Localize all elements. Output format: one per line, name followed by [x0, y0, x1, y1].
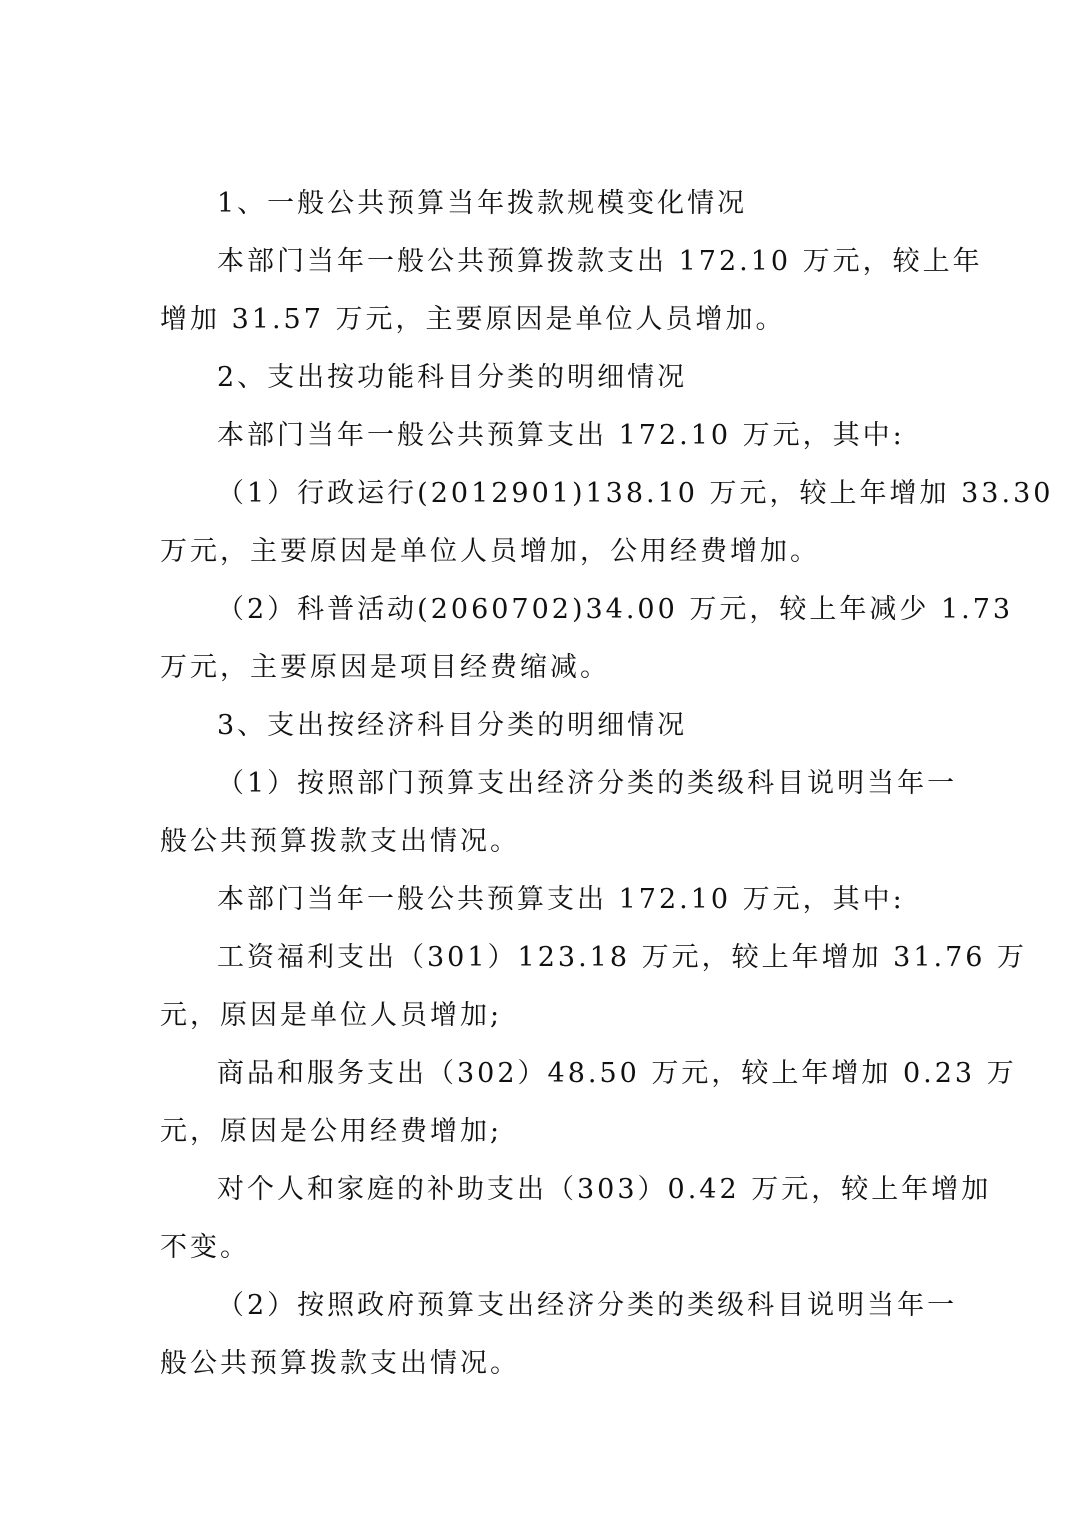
paragraph-line: 对个人和家庭的补助支出（303）0.42 万元，较上年增加 [217, 1174, 992, 1205]
paragraph-line: 般公共预算拨款支出情况。 [160, 826, 520, 857]
paragraph-line: （1）按照部门预算支出经济分类的类级科目说明当年一 [217, 768, 958, 799]
paragraph-line: （2）科普活动(2060702)34.00 万元，较上年减少 1.73 [217, 594, 1014, 625]
paragraph-line: 万元，主要原因是单位人员增加，公用经费增加。 [160, 536, 820, 567]
document-body [160, 175, 1054, 1393]
paragraph-line: 元，原因是公用经费增加; [160, 1116, 503, 1147]
section-heading-3: 3、支出按经济科目分类的明细情况 [217, 710, 688, 741]
paragraph-line: 商品和服务支出（302）48.50 万元，较上年增加 0.23 万 [217, 1058, 1017, 1089]
paragraph-line: 本部门当年一般公共预算支出 172.10 万元，其中: [217, 420, 905, 451]
paragraph-line: 本部门当年一般公共预算拨款支出 172.10 万元，较上年 [217, 246, 983, 277]
section-heading-1: 1、一般公共预算当年拨款规模变化情况 [217, 188, 748, 219]
paragraph-line: 本部门当年一般公共预算支出 172.10 万元，其中: [217, 884, 905, 915]
paragraph-line: （2）按照政府预算支出经济分类的类级科目说明当年一 [217, 1290, 958, 1321]
paragraph-line: 工资福利支出（301）123.18 万元，较上年增加 31.76 万 [217, 942, 1028, 973]
section-heading-2: 2、支出按功能科目分类的明细情况 [217, 362, 688, 393]
paragraph-line: 增加 31.57 万元，主要原因是单位人员增加。 [160, 304, 786, 335]
paragraph-line: 不变。 [160, 1232, 250, 1263]
paragraph-line: （1）行政运行(2012901)138.10 万元，较上年增加 33.30 [217, 478, 1054, 509]
paragraph-line: 般公共预算拨款支出情况。 [160, 1348, 520, 1379]
paragraph-line: 万元，主要原因是项目经费缩减。 [160, 652, 610, 683]
paragraph-line: 元，原因是单位人员增加; [160, 1000, 503, 1031]
